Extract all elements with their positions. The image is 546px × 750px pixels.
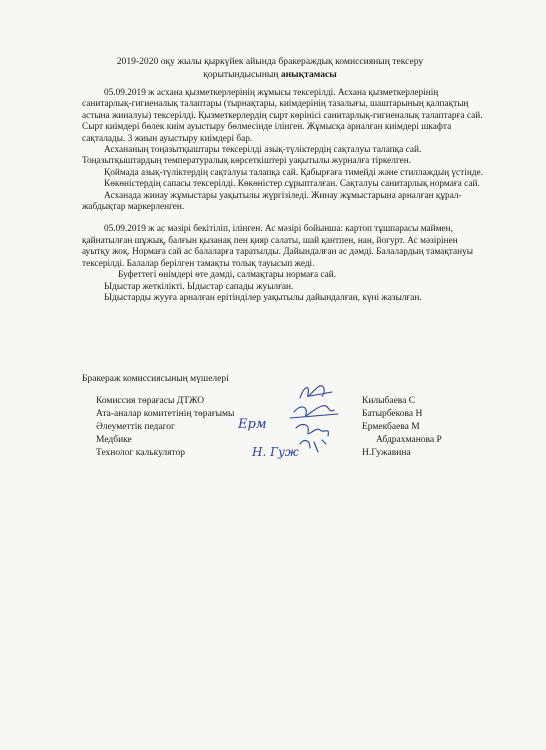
signature-3 xyxy=(296,425,328,436)
member-name: Килыбаева С xyxy=(362,396,416,406)
member-role: Медбике xyxy=(96,435,132,445)
paragraph-fridges: Асхананың тоңазытқыштары тексерілді азық-түліктердің сақталуы талапқа сай. Тоңазытқыштардың температуралық көрсеткіштері уақытылы журналға тіркелген. xyxy=(82,145,422,167)
title-prefix: қорытындысының xyxy=(203,69,281,80)
handwritten-signatures xyxy=(230,378,360,468)
commission-title: Бракераж комиссиясының мүшелері xyxy=(82,374,229,384)
title-line-1: 2019-2020 оқу жылы қыркүйек айында бракераждық комиссияның тексеру xyxy=(116,56,424,67)
document-title xyxy=(60,55,480,81)
signature-text-2: Н. Гуж xyxy=(252,445,299,459)
member-role: Ата-аналар комитетінің төрағымы xyxy=(96,409,235,419)
signature-text-1: Ерм xyxy=(238,417,267,432)
member-name: Абдрахманова Р xyxy=(376,435,442,445)
paragraph-detergents: Ыдыстарды жууға арналған ерітінділер уақытылы дайындалған, күні жазылған. xyxy=(104,292,422,303)
member-role: Комиссия төрағасы ДТЖО xyxy=(96,396,205,406)
document-body xyxy=(82,88,484,304)
paragraph-cleaning: Асханада жинау жұмыстары уақытылы жүргізіледі. Жинау жұмыстарына арналған құрал-жабдықтар маркерленген. xyxy=(82,190,462,213)
paragraph-buffet: Буфеттегі өнімдері өте дәмді, салмақтары нормаға сай. xyxy=(118,270,337,281)
member-role: Технолог калькулятор xyxy=(96,448,186,458)
signature-2 xyxy=(290,406,338,418)
signature-4 xyxy=(300,440,326,452)
paragraph-staff-check: 05.09.2019 ж асхана қызметкерлерінің жұмысы тексерілді. Асхана қызметкерлерінің санитарлық-гигиеналық талаптары (тырнақтары, киімдерінің тазалығы, шаштарының қалпақтың астына жиналуы) тексерілді. Қызметкерлердің сырт көрінісі санитарлық-гигиеналық талаптарға сай. Сырт киімдері бөлек киім ауыстыру бөлмесінде ілінген. Жұмысқа арналған киімдері шкафта сақталады. 3 жиын ауыстыру киімдері бар. xyxy=(82,88,483,144)
paragraph-storage: Қоймада азық-түліктердің сақталуы талапқа сай. Қабырғаға тимейді және стиллаждың үстінде. xyxy=(104,167,483,178)
paragraph-dishes: Ыдыстар жеткілікті. Ыдыстар сапады жуылған. xyxy=(104,281,294,292)
member-name: Ермекбаева М xyxy=(362,422,420,432)
title-line-2 xyxy=(60,68,480,81)
paragraph-gap xyxy=(82,213,484,224)
member-name: Батырбекова Н xyxy=(362,409,423,419)
paragraph-menu: 05.09.2019 ж ас мәзірі бекітіліп, ілінген. Ас мәзірі бойынша: картоп тұшпарасы маймен, қайнатылған шұжық, балғын қызанақ пен қияр салаты, шай қантпен, нан, йогурт. Ас мәзірінен ауытқу жоқ. Нормаға сай ас балаларға таратылды. Дайындалған ас дәмді. Балалардың тамақтануы тексерілді. Балалар берілген тамақты толық тауысып жеді. xyxy=(82,224,473,269)
paragraph-vegetables: Көкөністердің сапасы тексерілді. Көкөністер сұрыпталған. Сақталуы санитарлық нормаға сай. xyxy=(104,179,480,190)
member-name: Н.Гужавина xyxy=(362,448,411,458)
title-bold-word: анықтамасы xyxy=(280,69,337,80)
member-role: Әлеуметтік педагог xyxy=(96,422,175,432)
signature-1 xyxy=(300,386,332,398)
